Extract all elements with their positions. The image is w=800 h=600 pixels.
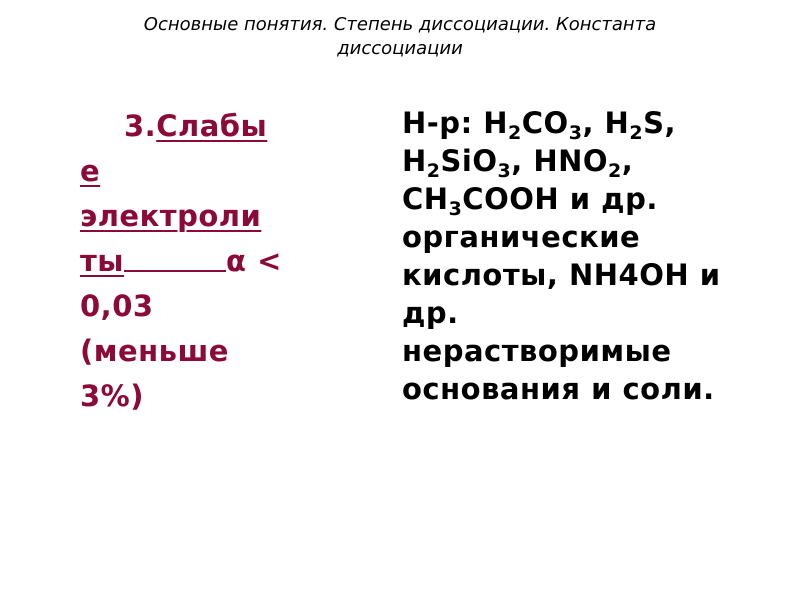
underline-blank (124, 242, 226, 272)
left-line-4 (80, 239, 305, 284)
left-line-6: (меньше (80, 334, 229, 368)
slide-title-line-1: Основные понятия. Степень диссоциации. Константа (143, 14, 657, 35)
weak-word-part-2: е (80, 154, 101, 188)
left-line-5: 0,03 (80, 289, 154, 323)
right-line-1 (402, 104, 762, 142)
item-number: 3. (124, 109, 157, 143)
weak-electrolytes-block (80, 104, 305, 419)
subscript: 3 (448, 198, 463, 220)
text-segment: S, (643, 106, 676, 140)
weak-word-part-1: Слабы (156, 109, 268, 143)
text-segment: SiO (440, 144, 498, 178)
text-segment: Н-р: H (402, 106, 509, 140)
left-line-3 (80, 194, 305, 239)
electrolytes-word-part-2: ты (80, 244, 125, 278)
text-segment: , HNO (511, 144, 609, 178)
subscript: 3 (568, 122, 583, 144)
right-line-4: органические (402, 220, 641, 254)
electrolytes-word-part-1: электроли (80, 199, 262, 233)
alpha-condition: α < (226, 244, 282, 278)
subscript: 2 (426, 160, 441, 182)
subscript: 2 (629, 122, 644, 144)
left-line-1 (80, 104, 305, 149)
text-segment: COOH и др. (462, 182, 658, 216)
left-line-2 (80, 149, 305, 194)
right-line-7: нерастворимые (402, 334, 672, 368)
subscript: 2 (608, 160, 622, 182)
subscript: 2 (508, 122, 522, 144)
examples-block (402, 104, 762, 408)
text-segment: , (621, 144, 634, 178)
slide-title-line-2: диссоциации (337, 38, 463, 59)
subscript: 3 (497, 160, 512, 182)
text-segment: CH (402, 182, 449, 216)
right-line-8: основания и соли. (402, 372, 715, 406)
right-line-6: др. (402, 296, 459, 330)
text-segment: CO (521, 106, 569, 140)
right-line-5: кислоты, NH4OH и (402, 258, 721, 292)
left-line-7: 3%) (80, 379, 144, 413)
text-segment: H (402, 144, 427, 178)
text-segment: , H (582, 106, 630, 140)
slide-title (100, 13, 700, 61)
right-line-2 (402, 142, 762, 180)
right-line-3 (402, 180, 762, 218)
